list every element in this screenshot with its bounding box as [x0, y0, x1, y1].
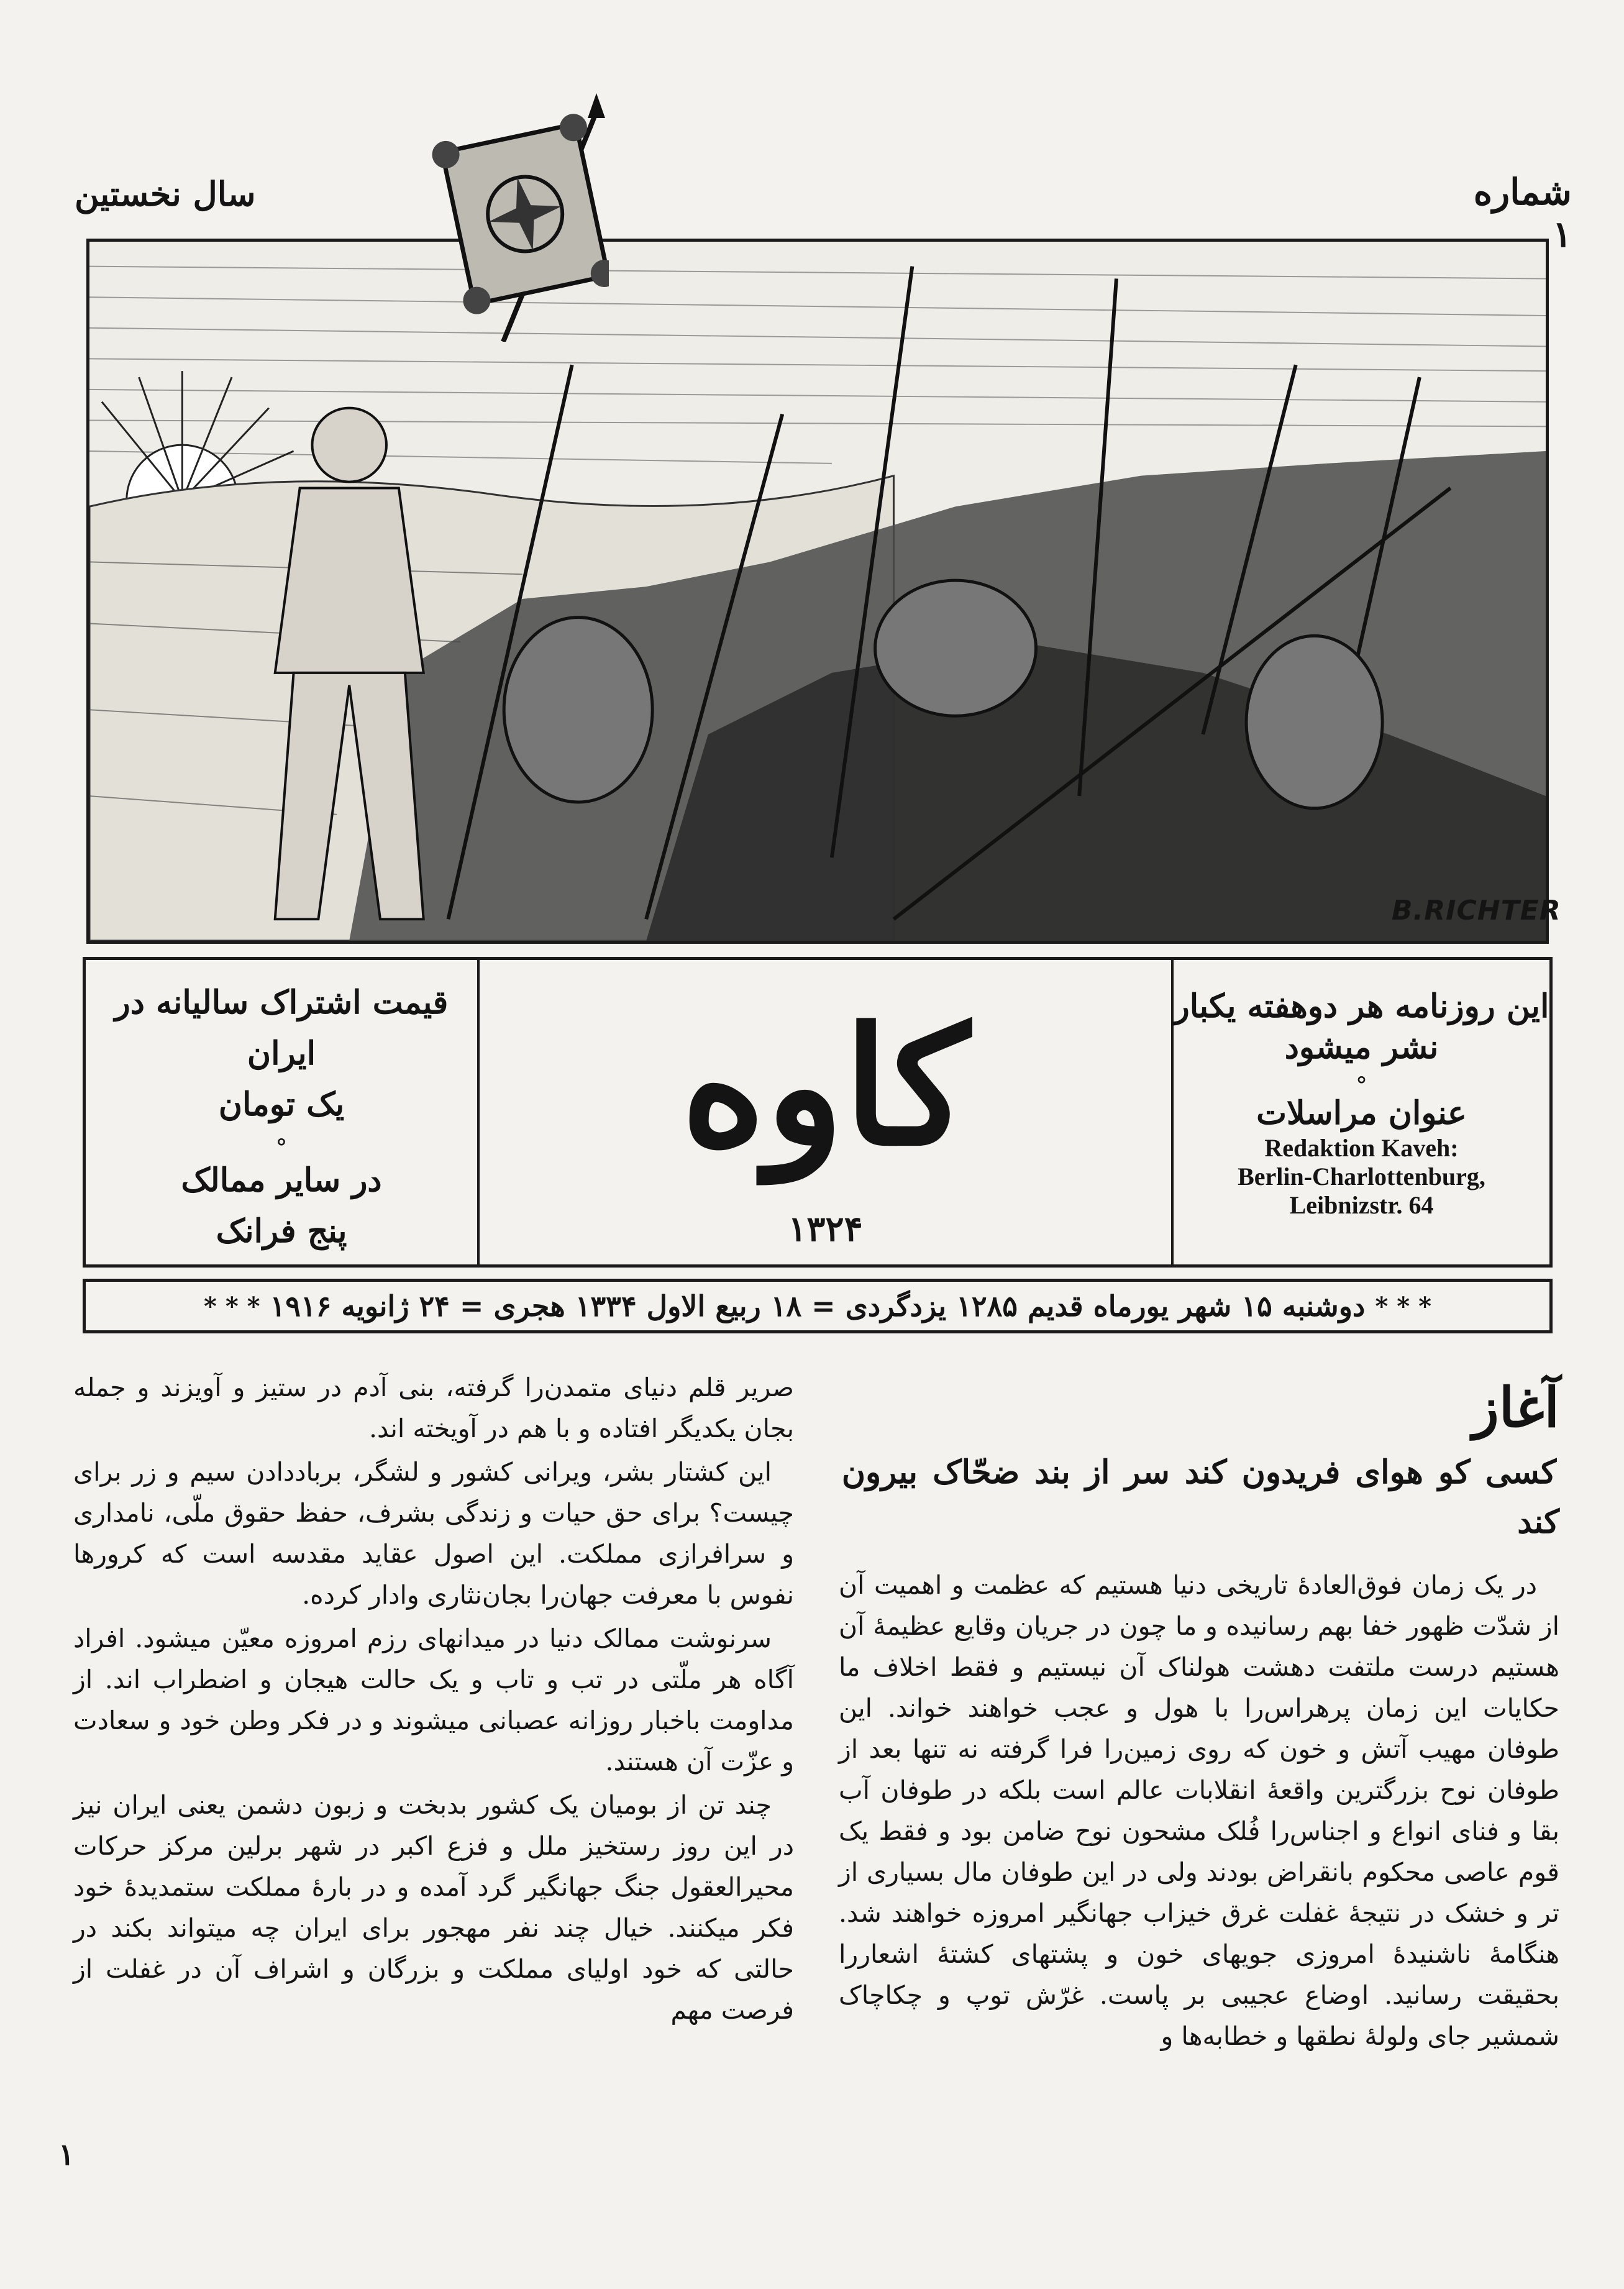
paragraph: چند تن از بومیان یک کشور بدبخت و زبون دشمن یعنی ایران نیز در این روز رستخیز ملل و فزع اکبر در شهر برلین مرکز حرکات محیرالعقول جنگ جهانگیر گرد آمده و در بارهٔ مملکت ستمدیدهٔ خود فکر میکنند. خیال چند نفر مهجور برای ایران چه میتواند بکند در حالتی که خود اولیای مملکت و بزرگان و اشراف آن در غفلت از فرصت مهم — [73, 1790, 794, 2025]
issue-number: شماره ۱ — [1473, 171, 1572, 255]
subscription-line4: پنج فرانک — [216, 1212, 347, 1250]
masthead — [83, 957, 1553, 1268]
frequency-line1: این روزنامه هر دوهفته یکبار — [1174, 987, 1549, 1025]
stars-right: * * * — [1375, 1291, 1432, 1321]
address-line2: Berlin-Charlottenburg, — [1238, 1163, 1485, 1190]
artist-signature: B.RICHTER — [1392, 895, 1561, 926]
frequency-line2: نشر میشود — [1284, 1028, 1439, 1066]
derafsh-kaviani-icon — [429, 93, 609, 342]
title-year: ۱۳۲۴ — [788, 1208, 863, 1250]
date-bar — [83, 1279, 1553, 1333]
address-line1: Redaktion Kaveh: — [1264, 1134, 1459, 1162]
kaveh-illustration — [86, 239, 1549, 944]
paragraph: صریر قلم دنیای متمدن‌را گرفته، بنی آدم در ستیز و آویزند و جمله بجان یکدیگر افتاده و با هم در آویخته اند. — [73, 1373, 794, 1443]
article-column-left — [73, 1367, 794, 2033]
battle-scene-icon — [89, 242, 1546, 941]
date-line: دوشنبه ۱۵ شهر یورماه قدیم ۱۲۸۵ یزدگردی = ۱۸ ربیع الاول ۱۳۳۴ هجری = ۲۴ ژانویه ۱۹۱۶ — [270, 1289, 1366, 1323]
article-verse: کسی کو هوای فریدون کند سر از بند ضحّاک بیرون کند — [841, 1453, 1559, 1541]
ornament-dot: ⚬ — [272, 1130, 291, 1155]
article-title: آغاز — [1472, 1375, 1559, 1440]
address-line3: Leibnizstr. 64 — [1289, 1191, 1434, 1219]
masthead-subscription-info — [86, 960, 477, 1264]
subscription-line3: در سایر ممالک — [181, 1161, 382, 1199]
newspaper-title: کاوه — [681, 992, 970, 1182]
masthead-title-block — [477, 960, 1174, 1264]
stars-left: * * * — [203, 1291, 260, 1321]
paragraph: این کشتار بشر، ویرانی کشور و لشگر، برباددادن سیم و زر برای چیست؟ برای حق حیات و زندگی بشرف، حفظ حقوق ملّی، نامداری و سرافرازی مملکت. این اصول عقاید مقدسه است که کرورها نفوس با معرفت جهان‌را بجان‌نثاری وادار کرده. — [73, 1457, 794, 1610]
masthead-publication-info — [1174, 960, 1549, 1264]
article-column-right — [839, 1367, 1559, 2059]
subscription-line1: قیمت اشتراک سالیانه در ایران — [114, 984, 449, 1072]
paragraph: در یک زمان فوق‌العادهٔ تاریخی دنیا هستیم که عظمت و اهمیت آن از شدّت ظهور خفا بهم رسانیده و ما چون در جریان وقایع عظیمهٔ آن هستیم درست ملتفت دهشت هولناک آن نیستیم و فقط اخلاف ما حکایات این زمان پرهراس‌را با هول و عجب خواهند خواند. این طوفان مهیب آتش و خون که روی زمین‌را فرا گرفته نه تنها بعد از طوفان نوح بزرگترین واقعهٔ انقلابات عالم است بلکه در طوفان آب بقا و فنای انواع و اجناس‌را فُلک مشحون نوح ضامن بود و فقط یک قوم عاصی محکوم بانقراض بودند ولی در این طوفان مال بسیاری از تر و خشک در نتیجهٔ غفلت غرق خیزاب جهانگیر امروزه خواهند شد. هنگامهٔ ناشنیدهٔ امروزی جویهای خون و پشتهای کشتهٔ اشعاررا بحقیقت رسانید. اوضاع عجیبی بر پاست. غرّش توپ و چکاچاک شمشیر جای ولولهٔ نطقها و خطابه‌ها و — [839, 1570, 1560, 2051]
page-number: ۱ — [58, 2137, 75, 2172]
ornament-dot: ⚬ — [1353, 1068, 1371, 1093]
paragraph: سرنوشت ممالک دنیا در میدانهای رزم امروزه معیّن میشود. افراد آگاه هر ملّتی در تب و تاب و یک حالت هیجان و اضطراب اند. از مداومت باخبار روزانه عصبانی میشوند و در فکر وطن خود و سعادت و عزّت آن هستند. — [73, 1624, 794, 1776]
subscription-line2: یک تومان — [218, 1085, 345, 1123]
year-label: سال نخستین — [75, 174, 256, 214]
address-label: عنوان مراسلات — [1256, 1094, 1467, 1132]
